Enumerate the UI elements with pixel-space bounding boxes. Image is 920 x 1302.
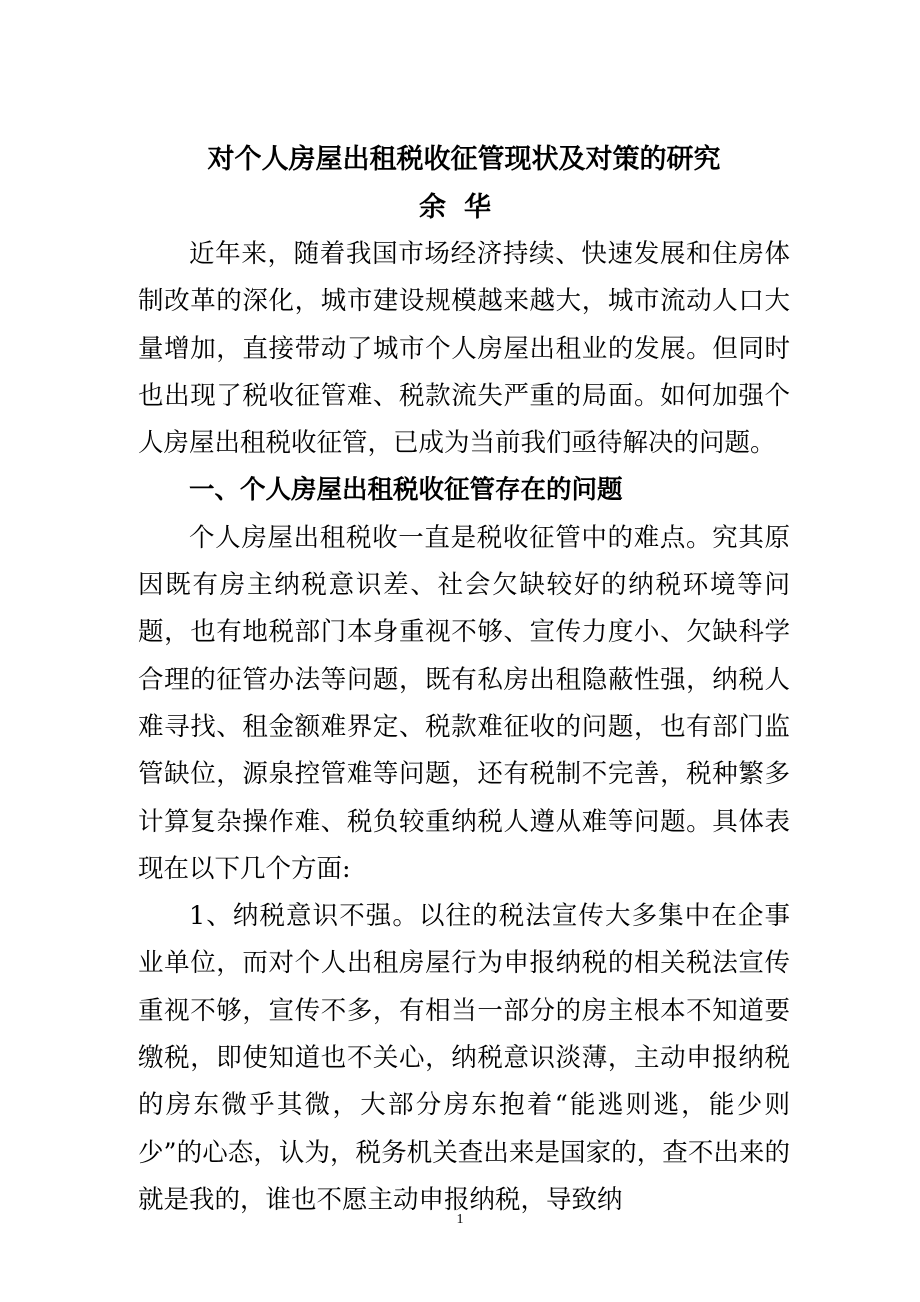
section-heading: 一、个人房屋出租税收征管存在的问题 [189, 475, 623, 506]
section-paragraph: 个人房屋出租税收一直是税收征管中的难点。究其原因既有房主纳税意识差、社会欠缺较好的纳税环境等问题，也有地税部门本身重视不够、宣传力度小、欠缺科学合理的征管办法等问题，既有私房出租隐蔽性强，纳税人难寻找、租金额难界定、税款难征收的问题，也有部门监管缺位，源泉控管难等问题，还有税制不完善，税种繁多计算复杂操作难、税负较重纳税人遵从难等问题。具体表现在以下几个方面: [138, 522, 790, 884]
document-body [138, 231, 790, 1224]
page-number: 1 [456, 1212, 464, 1227]
point-paragraph: 1、纳税意识不强。以往的税法宣传大多集中在企事业单位，而对个人出租房屋行为申报纳税的相关税法宣传重视不够，宣传不多，有相当一部分的房主根本不知道要缴税，即使知道也不关心，纳税意识淡薄，主动申报纳税的房东微乎其微，大部分房东抱着“能逃则逃，能少则少”的心态，认为，税务机关查出来是国家的，查不出来的就是我的，谁也不愿主动申报纳税，导致纳 [138, 901, 790, 1215]
document-author: 余华 [419, 192, 509, 223]
document-title: 对个人房屋出租税收征管现状及对策的研究 [207, 144, 721, 175]
intro-paragraph: 近年来，随着我国市场经济持续、快速发展和住房体制改革的深化，城市建设规模越来越大，城市流动人口大量增加，直接带动了城市个人房屋出租业的发展。但同时也出现了税收征管难、税款流失严重的局面。如何加强个人房屋出租税收征管，已成为当前我们亟待解决的问题。 [138, 239, 790, 459]
